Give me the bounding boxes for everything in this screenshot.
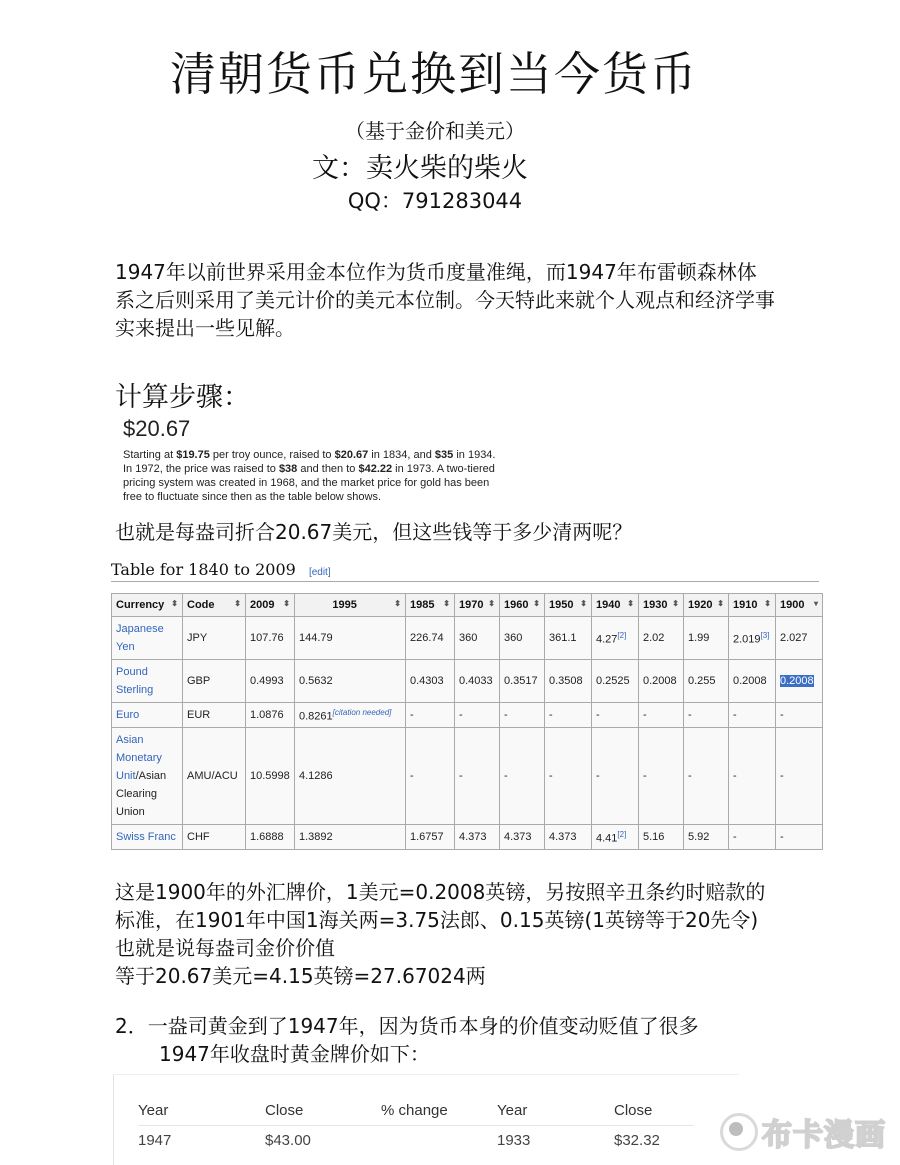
rate-cell-1950 xyxy=(545,617,592,660)
rate-cell-1940 xyxy=(592,703,639,728)
gold-cell: 1947 xyxy=(138,1132,172,1149)
column-header-1920[interactable] xyxy=(684,594,729,617)
rate-value: 107.76 xyxy=(250,632,284,644)
author-line: 文：卖火柴的柴火 xyxy=(312,153,528,184)
column-header-1930[interactable] xyxy=(639,594,684,617)
rate-cell-2009 xyxy=(246,825,295,850)
gold-cell: $32.32 xyxy=(614,1132,660,1149)
rate-value: 0.3508 xyxy=(549,675,583,687)
sort-icon[interactable]: ⬍ xyxy=(234,599,241,608)
rate-value: 360 xyxy=(459,632,478,644)
fx-table-title: Table for 1840 to 2009 xyxy=(111,560,296,579)
rate-value: - xyxy=(780,709,784,721)
rate-value: - xyxy=(459,709,463,721)
column-label: 1920 xyxy=(688,599,713,611)
price-highlight: $38 xyxy=(278,463,298,475)
rate-cell-1900 xyxy=(776,728,823,825)
rate-cell-1960 xyxy=(500,703,545,728)
price-highlight: $42.22 xyxy=(358,463,393,475)
rate-cell-1920 xyxy=(684,728,729,825)
currency-code: GBP xyxy=(183,660,246,703)
rate-value: - xyxy=(733,770,737,782)
excerpt-text: in 1834, and xyxy=(368,449,435,461)
step-two xyxy=(115,1012,775,1068)
sort-icon[interactable]: ⬍ xyxy=(171,599,178,608)
column-header-1970[interactable] xyxy=(455,594,500,617)
gold-price-description xyxy=(123,448,500,504)
rate-cell-1910 xyxy=(729,660,776,703)
currency-link[interactable] xyxy=(112,617,183,660)
table-header-row xyxy=(112,594,823,617)
column-label: 1940 xyxy=(596,599,621,611)
rate-value: 226.74 xyxy=(410,632,444,644)
rate-value: - xyxy=(643,709,647,721)
rate-cell-2009 xyxy=(246,660,295,703)
column-header-2009[interactable] xyxy=(246,594,295,617)
rate-value: - xyxy=(596,709,600,721)
rate-value: - xyxy=(504,770,508,782)
rate-value: 0.2008 xyxy=(643,675,677,687)
rate-cell-1995 xyxy=(295,728,406,825)
currency-link[interactable] xyxy=(112,825,183,850)
rate-cell-1960 xyxy=(500,660,545,703)
rate-value: 5.92 xyxy=(688,831,710,843)
rate-cell-1930 xyxy=(639,660,684,703)
gold-cell: 1933 xyxy=(497,1132,531,1149)
rate-cell-1985 xyxy=(406,825,455,850)
rate-value: 4.373 xyxy=(549,831,577,843)
sort-icon[interactable]: ⬍ xyxy=(488,599,495,608)
sort-icon[interactable]: ⬍ xyxy=(394,599,401,608)
column-header-1910[interactable] xyxy=(729,594,776,617)
rate-cell-1910 xyxy=(729,825,776,850)
column-label: 1995 xyxy=(332,599,357,611)
column-label: 1910 xyxy=(733,599,758,611)
rate-value: 2.027 xyxy=(780,632,808,644)
sort-icon[interactable]: ⬍ xyxy=(672,599,679,608)
rate-value: - xyxy=(733,831,737,843)
currency-suffix: /Asian Clearing Union xyxy=(116,770,167,818)
rate-cell-1950 xyxy=(545,703,592,728)
rate-cell-2009 xyxy=(246,728,295,825)
currency-name[interactable]: Pound Sterling xyxy=(116,666,154,696)
rate-value: - xyxy=(596,770,600,782)
rate-value: 10.5998 xyxy=(250,770,290,782)
rate-value: 4.373 xyxy=(459,831,487,843)
rate-cell-1900 xyxy=(776,660,823,703)
rate-value: 0.4993 xyxy=(250,675,284,687)
rate-cell-1900 xyxy=(776,825,823,850)
excerpt-text: Starting at xyxy=(123,449,177,461)
sort-icon[interactable]: ⬍ xyxy=(717,599,724,608)
rate-cell-1930 xyxy=(639,703,684,728)
column-header-1950[interactable] xyxy=(545,594,592,617)
column-label: 1970 xyxy=(459,599,484,611)
rate-cell-1985 xyxy=(406,617,455,660)
price-highlight: $19.75 xyxy=(176,449,210,461)
gold-table-header xyxy=(138,1100,694,1126)
reference-link[interactable]: [2] xyxy=(617,829,627,839)
rate-cell-1970 xyxy=(455,728,500,825)
edit-link[interactable]: [edit] xyxy=(308,567,331,578)
reference-link[interactable]: [citation needed] xyxy=(332,707,392,717)
rate-value: - xyxy=(780,831,784,843)
step-two-line2: 1947年收盘时黄金牌价如下： xyxy=(159,1042,430,1066)
rate-value: 1.99 xyxy=(688,632,710,644)
gold-cell: $43.00 xyxy=(265,1132,311,1149)
reference-link[interactable]: [2] xyxy=(617,630,627,640)
rate-value: - xyxy=(780,770,784,782)
currency-link[interactable] xyxy=(112,703,183,728)
currency-name[interactable]: Swiss Franc xyxy=(116,831,176,843)
gold-column-header: Year xyxy=(497,1100,614,1126)
rate-cell-1995 xyxy=(295,825,406,850)
excerpt-text: in 1973. A two-tiered pricing system was created in 1968, and the market price for gold has been free to fluctuate since then as the table below shows. xyxy=(123,463,495,503)
column-label: Code xyxy=(187,599,215,611)
currency-name[interactable]: Japanese Yen xyxy=(116,623,164,653)
rate-value: 0.4033 xyxy=(459,675,493,687)
selected-rate-value: 0.2008 xyxy=(780,675,814,687)
rate-value: 2.019 xyxy=(733,633,761,646)
sort-desc-icon[interactable]: ▾ xyxy=(813,599,818,608)
qq-contact: QQ：791283044 xyxy=(347,189,523,213)
fx-table-heading xyxy=(111,560,819,582)
rate-value: 1.6888 xyxy=(250,831,284,843)
gold-price-table xyxy=(138,1100,694,1151)
gold-column-header: % change xyxy=(381,1100,497,1126)
rate-cell-1900 xyxy=(776,703,823,728)
rate-value: 360 xyxy=(504,632,523,644)
rate-value: 144.79 xyxy=(299,632,333,644)
rate-value: 0.255 xyxy=(688,675,716,687)
rate-cell-1995 xyxy=(295,660,406,703)
rate-cell-2009 xyxy=(246,703,295,728)
rate-value: 0.8261 xyxy=(299,710,333,723)
rate-value: - xyxy=(688,709,692,721)
price-highlight: $20.67 xyxy=(334,449,369,461)
column-header-1900[interactable] xyxy=(776,594,823,617)
reference-link[interactable]: [3] xyxy=(760,630,770,640)
rate-cell-1985 xyxy=(406,660,455,703)
sort-icon[interactable]: ⬍ xyxy=(580,599,587,608)
rate-cell-1930 xyxy=(639,728,684,825)
rate-cell-1985 xyxy=(406,728,455,825)
column-label: 1900 xyxy=(780,599,805,611)
gold-price-excerpt xyxy=(120,416,500,504)
rate-value: 1.3892 xyxy=(299,831,333,843)
rate-cell-1910 xyxy=(729,703,776,728)
table-row xyxy=(112,825,823,850)
rate-cell-1920 xyxy=(684,617,729,660)
sort-icon[interactable]: ⬍ xyxy=(627,599,634,608)
excerpt-text: and then to xyxy=(297,463,359,475)
column-header-1940[interactable] xyxy=(592,594,639,617)
gold-price-value: $20.67 xyxy=(123,416,191,441)
rate-value: - xyxy=(549,709,553,721)
rate-cell-1995 xyxy=(295,703,406,728)
table-row xyxy=(112,660,823,703)
rate-cell-1970 xyxy=(455,703,500,728)
currency-code: EUR xyxy=(183,703,246,728)
column-label: 2009 xyxy=(250,599,275,611)
rate-value: - xyxy=(410,770,414,782)
excerpt-text: per troy ounce, raised to xyxy=(209,449,335,461)
question-line: 也就是每盎司折合20.67美元，但这些钱等于多少清两呢？ xyxy=(115,520,633,544)
column-header-1960[interactable] xyxy=(500,594,545,617)
explanation-text: 这是1900年的外汇牌价，1美元=0.2008英镑，另按照辛丑条约时赔款的标准，在1901年中国1海关两=3.75法郎、0.15英镑(1英镑等于20先令)也就是说每盎司金价价值 xyxy=(115,880,766,960)
column-header-1985[interactable] xyxy=(406,594,455,617)
rate-cell-1910 xyxy=(729,728,776,825)
rate-cell-1940 xyxy=(592,660,639,703)
rate-value: 361.1 xyxy=(549,632,577,644)
rate-cell-1920 xyxy=(684,703,729,728)
watermark xyxy=(720,1110,886,1154)
rate-value: 0.2008 xyxy=(733,675,767,687)
currency-link[interactable] xyxy=(112,728,183,825)
rate-cell-1960 xyxy=(500,728,545,825)
sort-icon[interactable]: ⬍ xyxy=(443,599,450,608)
rate-cell-1960 xyxy=(500,617,545,660)
exchange-rate-table xyxy=(111,593,823,850)
gold-cell xyxy=(381,1126,497,1152)
rate-cell-1930 xyxy=(639,825,684,850)
column-label: 1930 xyxy=(643,599,668,611)
sort-icon[interactable]: ⬍ xyxy=(764,599,771,608)
rate-value: 1.0876 xyxy=(250,709,284,721)
sort-icon[interactable]: ⬍ xyxy=(533,599,540,608)
column-label: 1985 xyxy=(410,599,435,611)
column-label: Currency xyxy=(116,599,165,611)
explanation-paragraph xyxy=(115,878,775,990)
rate-cell-1950 xyxy=(545,728,592,825)
rate-value: 0.2525 xyxy=(596,675,630,687)
currency-code: JPY xyxy=(183,617,246,660)
gold-column-header: Close xyxy=(614,1100,694,1126)
rate-value: 4.41 xyxy=(596,832,618,845)
rate-value: 4.27 xyxy=(596,633,618,646)
rate-value: - xyxy=(688,770,692,782)
rate-value: - xyxy=(410,709,414,721)
rate-cell-1970 xyxy=(455,617,500,660)
explanation-result: 等于20.67美元=4.15英镑=27.67024两 xyxy=(115,964,486,988)
rate-value: 4.1286 xyxy=(299,770,333,782)
watermark-text: 布卡漫画 xyxy=(762,1118,886,1153)
gold-column-header: Close xyxy=(265,1100,381,1126)
rate-value: 4.373 xyxy=(504,831,532,843)
rate-cell-1910 xyxy=(729,617,776,660)
page-subtitle: （基于金价和美元） xyxy=(345,119,525,143)
column-label: 1960 xyxy=(504,599,529,611)
table-row xyxy=(112,703,823,728)
rate-cell-1950 xyxy=(545,660,592,703)
excerpt-text: in 1934. In 1972, the price was raised to xyxy=(123,449,496,475)
rate-value: 2.02 xyxy=(643,632,665,644)
currency-link[interactable] xyxy=(112,660,183,703)
table-row xyxy=(112,728,823,825)
currency-code: AMU/ACU xyxy=(183,728,246,825)
step-two-line1: 2．一盎司黄金到了1947年，因为货币本身的价值变动贬值了很多 xyxy=(115,1014,699,1038)
rate-value: - xyxy=(733,709,737,721)
rate-cell-1940 xyxy=(592,728,639,825)
table-row xyxy=(138,1126,694,1152)
intro-paragraph: 1947年以前世界采用金本位作为货币度量准绳，而1947年布雷顿森林体系之后则采用了美元计价的美元本位制。今天特此来就个人观点和经济学事实来提出一些见解。 xyxy=(115,260,775,340)
rate-cell-1930 xyxy=(639,617,684,660)
steps-heading: 计算步骤： xyxy=(115,382,250,413)
rate-value: 0.3517 xyxy=(504,675,538,687)
rate-value: - xyxy=(459,770,463,782)
currency-name[interactable]: Euro xyxy=(116,709,140,721)
column-label: 1950 xyxy=(549,599,574,611)
currency-code: CHF xyxy=(183,825,246,850)
rate-cell-1970 xyxy=(455,825,500,850)
watermark-logo-icon xyxy=(720,1113,758,1151)
rate-cell-1995 xyxy=(295,617,406,660)
rate-cell-1920 xyxy=(684,660,729,703)
currency-name[interactable]: Asian Monetary Unit xyxy=(116,734,162,782)
rate-value: - xyxy=(643,770,647,782)
rate-value: 5.16 xyxy=(643,831,665,843)
rate-value: 1.6757 xyxy=(410,831,444,843)
rate-cell-1920 xyxy=(684,825,729,850)
rate-cell-1985 xyxy=(406,703,455,728)
column-header-1995[interactable] xyxy=(295,594,406,617)
rate-value: - xyxy=(504,709,508,721)
rate-cell-1940 xyxy=(592,825,639,850)
gold-column-header: Year xyxy=(138,1100,265,1126)
rate-value: - xyxy=(549,770,553,782)
price-highlight: $35 xyxy=(434,449,454,461)
rate-cell-1940 xyxy=(592,617,639,660)
table-row xyxy=(112,617,823,660)
rate-value: 0.4303 xyxy=(410,675,444,687)
rate-cell-1970 xyxy=(455,660,500,703)
rate-cell-1960 xyxy=(500,825,545,850)
column-header-code[interactable] xyxy=(183,594,246,617)
sort-icon[interactable]: ⬍ xyxy=(283,599,290,608)
rate-value: 0.5632 xyxy=(299,675,333,687)
rate-cell-2009 xyxy=(246,617,295,660)
column-header-currency[interactable] xyxy=(112,594,183,617)
page-title: 清朝货币兑换到当今货币 xyxy=(170,47,698,101)
rate-cell-1900 xyxy=(776,617,823,660)
rate-cell-1950 xyxy=(545,825,592,850)
